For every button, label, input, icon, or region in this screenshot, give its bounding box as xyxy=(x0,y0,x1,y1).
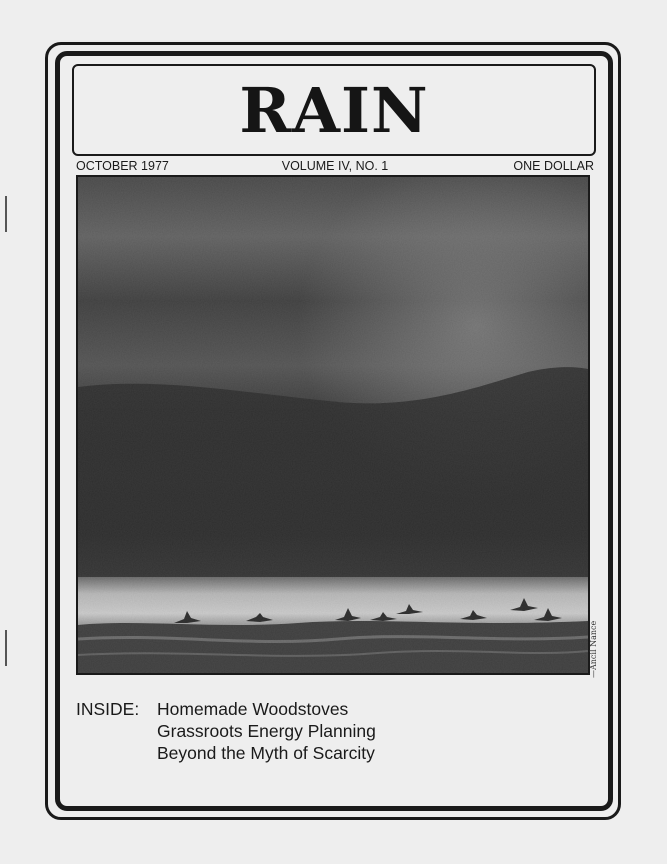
magazine-title: RAIN xyxy=(239,73,429,147)
binding-mark xyxy=(5,196,7,232)
issue-price: ONE DOLLAR xyxy=(513,159,594,173)
photo-credit: —Ancil Nance xyxy=(589,620,598,678)
inside-item: Grassroots Energy Planning xyxy=(157,721,376,741)
binding-mark xyxy=(5,630,7,666)
cover-photo xyxy=(76,175,590,675)
issue-date: OCTOBER 1977 xyxy=(76,159,169,173)
issue-volume: VOLUME IV, NO. 1 xyxy=(281,159,389,173)
inside-item: Homemade Woodstoves xyxy=(157,699,349,719)
inside-item: Beyond the Myth of Scarcity xyxy=(157,743,375,763)
cover-photo-image xyxy=(78,177,588,673)
issue-info-bar xyxy=(76,158,594,176)
inside-items xyxy=(157,698,376,764)
inside-label: INSIDE: xyxy=(76,699,140,719)
